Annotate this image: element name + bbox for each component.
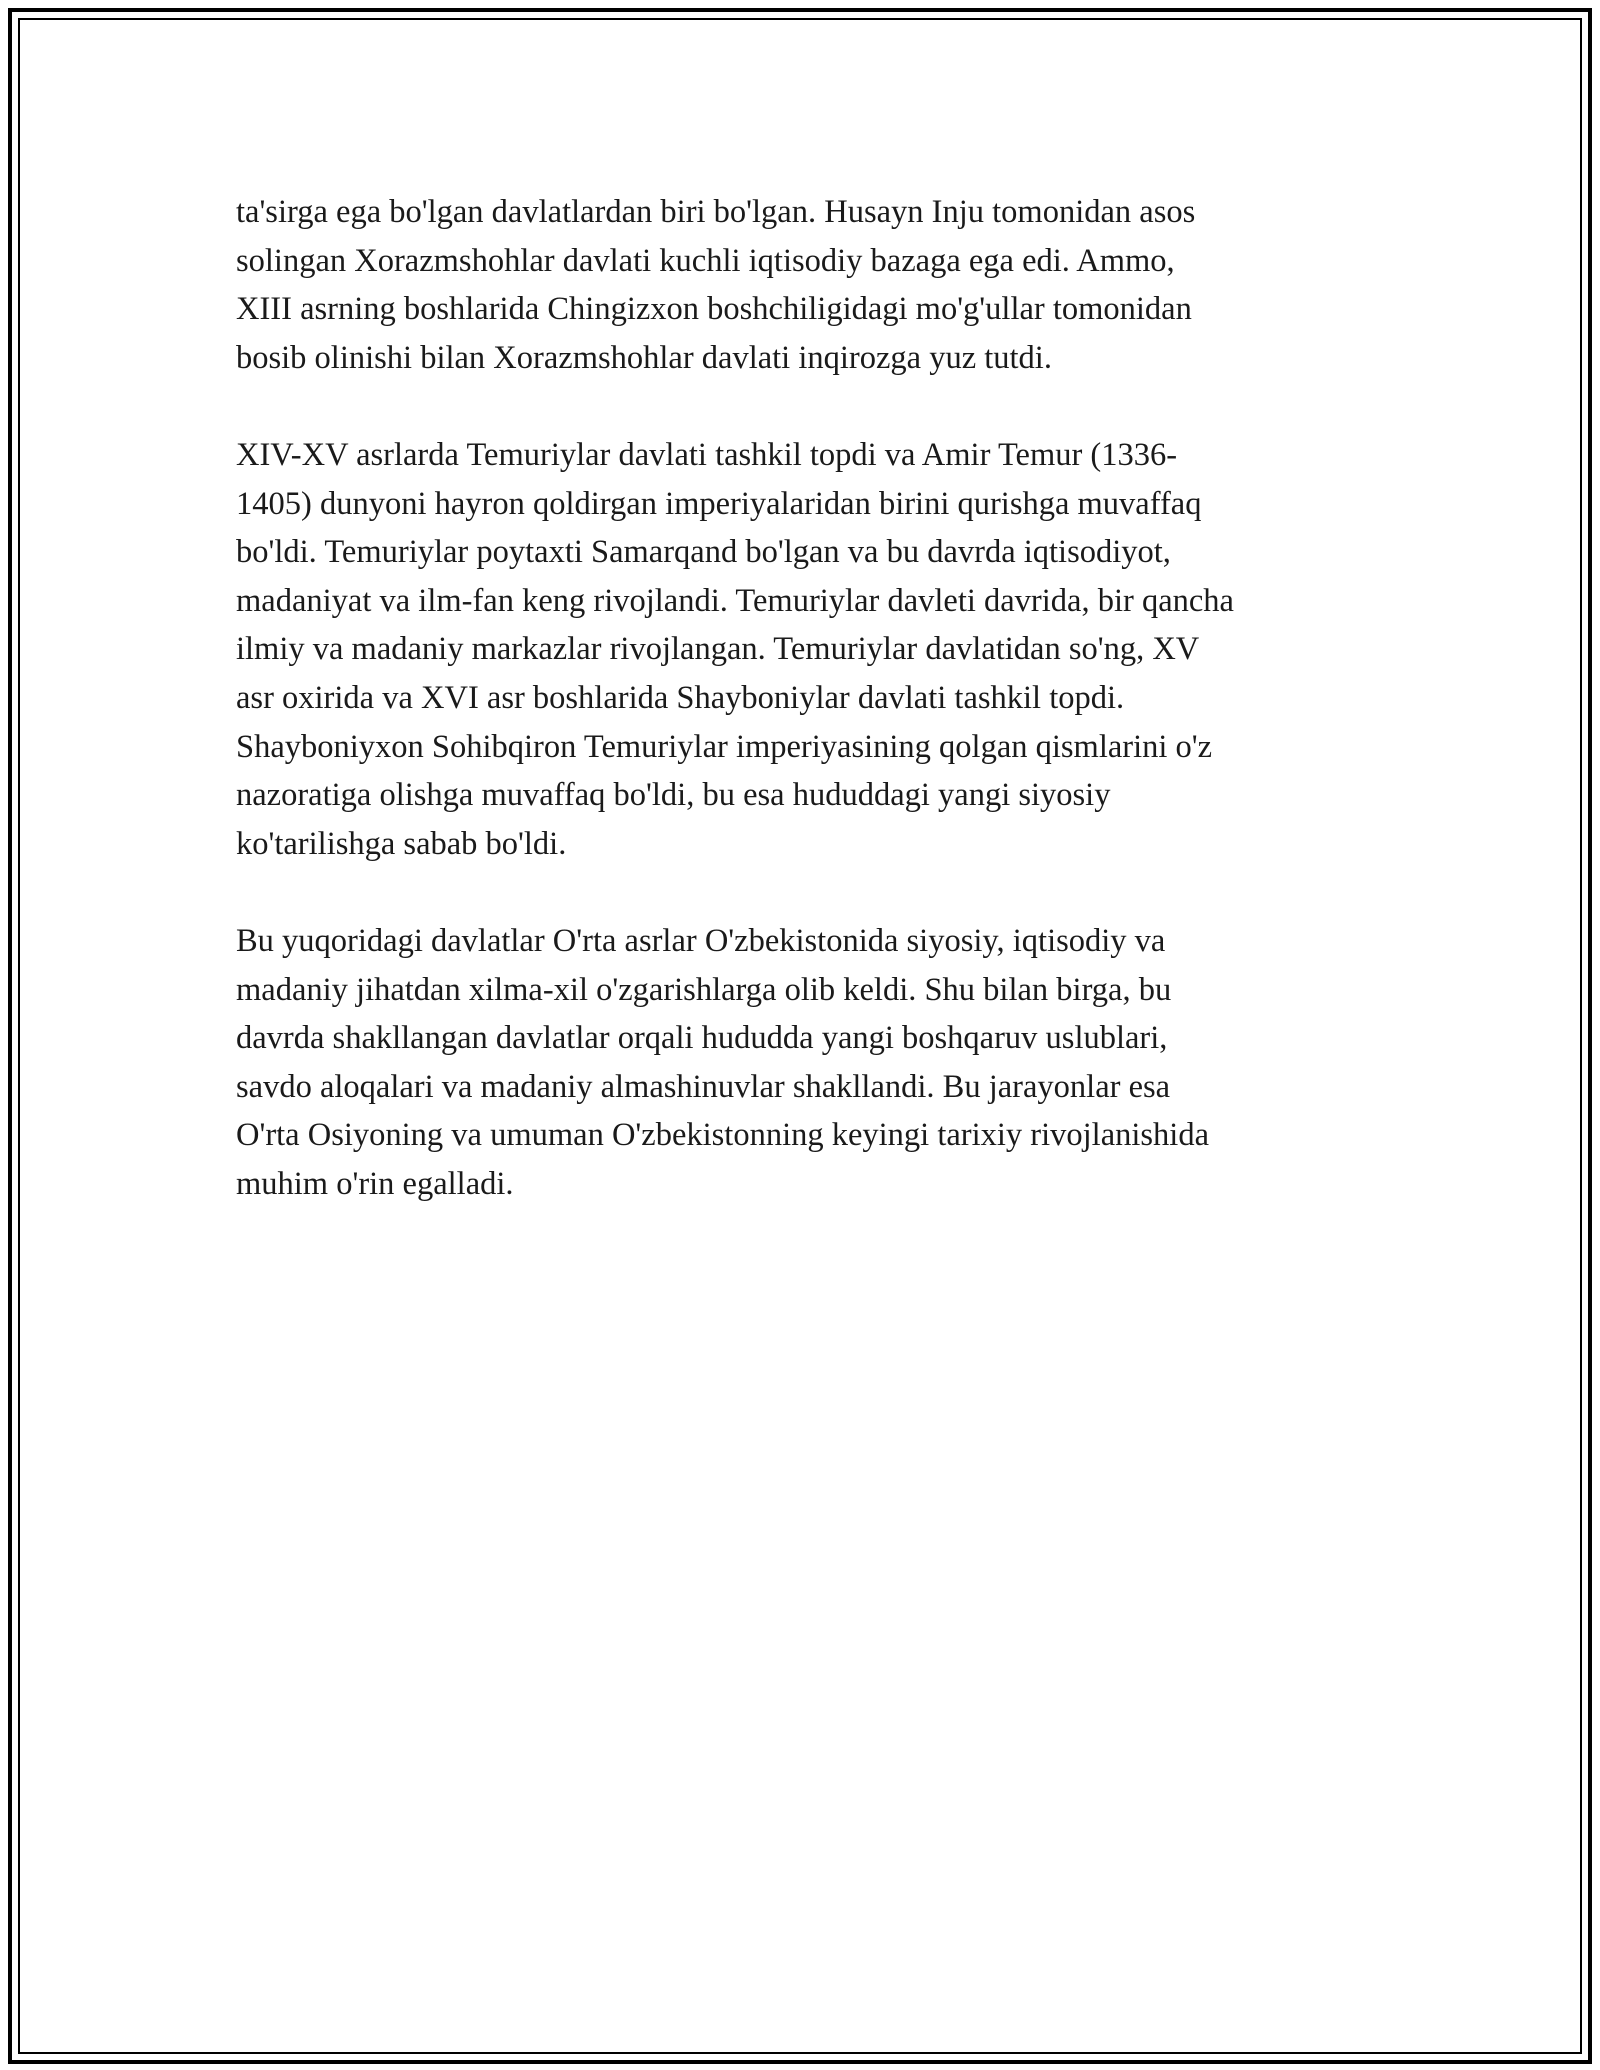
- text-line: ko'tarilishga sabab bo'ldi.: [236, 825, 567, 862]
- paragraph-3: [236, 917, 1376, 1209]
- text-line: asr oxirida va XVI asr boshlarida Shayboniylar davlati tashkil topdi.: [236, 679, 1125, 716]
- text-line: savdo aloqalari va madaniy almashinuvlar shakllandi. Bu jarayonlar esa: [236, 1068, 1171, 1105]
- text-line: muhim o'rin egalladi.: [236, 1165, 514, 1202]
- paragraph-1: [236, 188, 1376, 382]
- text-line: madaniy jihatdan xilma-xil o'zgarishlarga olib keldi. Shu bilan birga, bu: [236, 971, 1172, 1008]
- text-line: ta'sirga ega bo'lgan davlatlardan biri bo'lgan. Husayn Inju tomonidan asos: [236, 194, 1196, 230]
- document-body: [236, 188, 1376, 1208]
- text-line: davrda shakllangan davlatlar orqali hududda yangi boshqaruv uslublari,: [236, 1020, 1168, 1057]
- text-line: bosib olinishi bilan Xorazmshohlar davlati inqirozga yuz tutdi.: [236, 339, 1052, 376]
- text-line: 1405) dunyoni hayron qoldirgan imperiyalaridan birini qurishga muvaffaq: [236, 485, 1202, 522]
- text-line: madaniyat va ilm-fan keng rivojlandi. Temuriylar davleti davrida, bir qancha: [236, 582, 1234, 619]
- paragraph-2: [236, 431, 1376, 868]
- text-line: solingan Xorazmshohlar davlati kuchli iqtisodiy bazaga ega edi. Ammo,: [236, 242, 1175, 279]
- text-line: Bu yuqoridagi davlatlar O'rta asrlar O'zbekistonida siyosiy, iqtisodiy va: [236, 922, 1166, 959]
- text-line: nazoratiga olishga muvaffaq bo'ldi, bu esa hududdagi yangi siyosiy: [236, 777, 1111, 814]
- text-line: XIII asrning boshlarida Chingizxon boshchiligidagi mo'g'ullar tomonidan: [236, 291, 1192, 328]
- text-line: Shayboniyxon Sohibqiron Temuriylar imperiyasining qolgan qismlarini o'z: [236, 728, 1213, 765]
- text-line: O'rta Osiyoning va umuman O'zbekistonning keyingi tarixiy rivojlanishida: [236, 1117, 1210, 1154]
- text-line: XIV-XV asrlarda Temuriylar davlati tashkil topdi va Amir Temur (1336-: [236, 436, 1178, 473]
- text-line: bo'ldi. Temuriylar poytaxti Samarqand bo'lgan va bu davrda iqtisodiyot,: [236, 534, 1171, 571]
- text-line: ilmiy va madaniy markazlar rivojlangan. Temuriylar davlatidan so'ng, XV: [236, 631, 1200, 668]
